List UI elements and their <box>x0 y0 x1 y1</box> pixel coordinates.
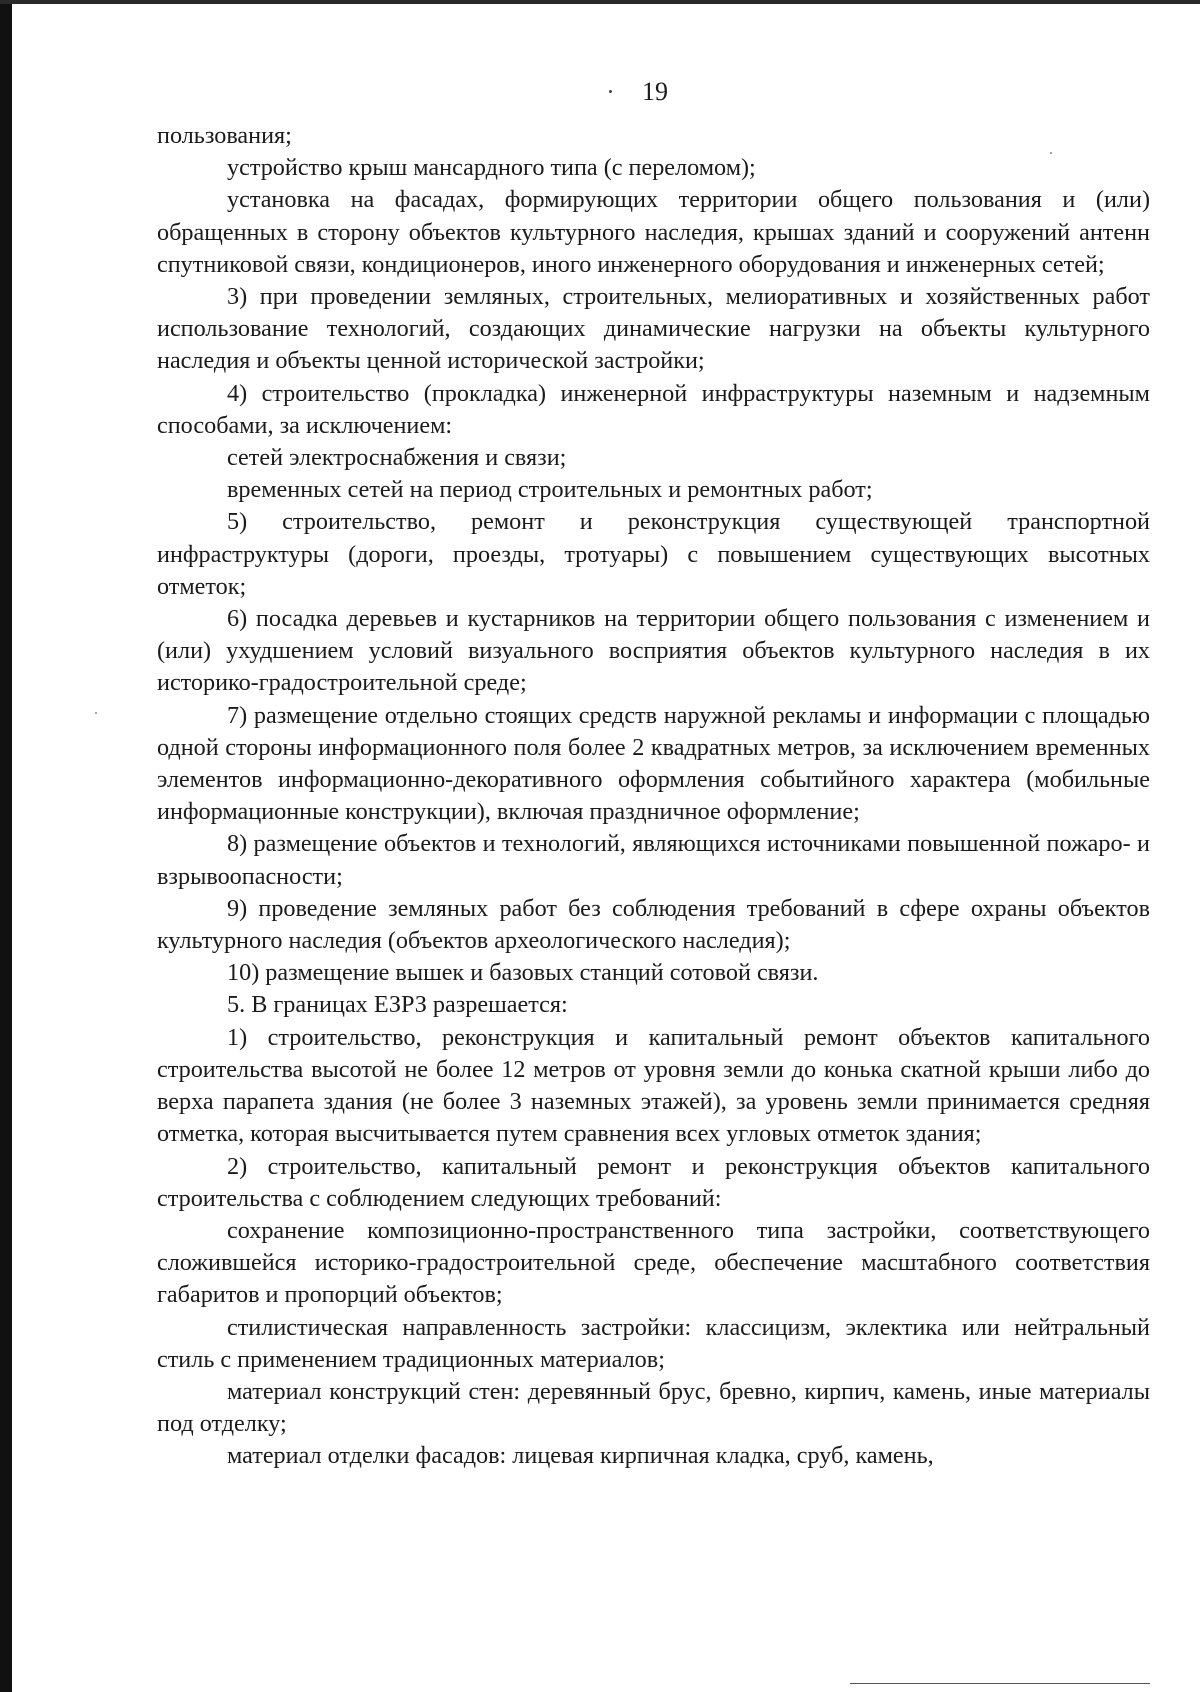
paragraph: устройство крыш мансардного типа (с переломом); <box>227 154 756 182</box>
paragraph: сетей электроснабжения и связи; <box>227 444 567 472</box>
scan-edge-top <box>0 0 1200 4</box>
paragraph: 3) при проведении земляных, строительных, мелиоративных и хозяйственных работ использование технологий, создающих динамические нагрузки на объекты культурного наследия и объекты ценной исторической застройки; <box>157 283 1150 375</box>
paragraph: 5) строительство, ремонт и реконструкция существующей транспортной инфраструктуры (дороги, проезды, тротуары) с повышением существующих высотных отметок; <box>157 508 1150 600</box>
page-number: 19 <box>642 77 668 106</box>
paragraph: пользования; <box>157 122 292 149</box>
paragraph: 7) размещение отдельно стоящих средств наружной рекламы и информации с площадью одной стороны информационного поля более 2 квадратных метров, за исключением временных элементов информационно-декоративного оформления событийного характера (мобильные информационные конструкции), включая праздничное оформление; <box>157 701 1150 826</box>
document-body <box>157 120 1150 1473</box>
paragraph: 10) размещение вышек и базовых станций сотовой связи. <box>227 959 819 987</box>
scan-speck <box>95 712 97 714</box>
paragraph: материал конструкций стен: деревянный брус, бревно, кирпич, камень, иные материалы под отделку; <box>157 1377 1150 1438</box>
scan-edge-left <box>0 0 12 1692</box>
paragraph: материал отделки фасадов: лицевая кирпичная кладка, сруб, камень, <box>227 1442 934 1470</box>
paragraph: 9) проведение земляных работ без соблюдения требований в сфере охраны объектов культурного наследия (объектов археологического наследия); <box>157 894 1150 955</box>
paragraph: 4) строительство (прокладка) инженерной инфраструктуры наземным и надземным способами, за исключением: <box>157 379 1150 439</box>
paragraph: 2) строительство, капитальный ремонт и реконструкция объектов капитального строительства с соблюдением следующих требований: <box>157 1152 1150 1212</box>
paragraph: сохранение композиционно-пространственного типа застройки, соответствующего сложившейся историко-градостроительной среде, обеспечение масштабного соответствия габаритов и пропорций объектов; <box>157 1216 1150 1309</box>
paragraph: установка на фасадах, формирующих территории общего пользования и (или) обращенных в сторону объектов культурного наследия, крышах зданий и сооружений антенн спутниковой связи, кондиционеров, иного инженерного оборудования и инженерных сетей; <box>157 186 1150 278</box>
paragraph: 6) посадка деревьев и кустарников на территории общего пользования с изменением и (или) ухудшением условий визуального восприятия объектов культурного наследия в их историко-градостроительной среде; <box>157 605 1150 697</box>
paragraph: 5. В границах ЕЗРЗ разрешается: <box>227 991 568 1019</box>
paragraph: 1) строительство, реконструкция и капитальный ремонт объектов капитального строительства высотой не более 12 метров от уровня земли до конька скатной крыши либо до верха парапета здания (не более 3 наземных этажей), за уровень земли принимается средняя отметка, которая высчитывается путем сравнения всех угловых отметок здания; <box>157 1023 1150 1148</box>
paragraph: временных сетей на период строительных и ремонтных работ; <box>227 476 873 504</box>
scan-bottom-line <box>850 1683 1150 1684</box>
paragraph: 8) размещение объектов и технологий, являющихся источниками повышенной пожаро- и взрывоопасности; <box>157 830 1150 890</box>
paragraph: стилистическая направленность застройки: классицизм, эклектика или нейтральный стиль с применением традиционных материалов; <box>157 1313 1150 1373</box>
